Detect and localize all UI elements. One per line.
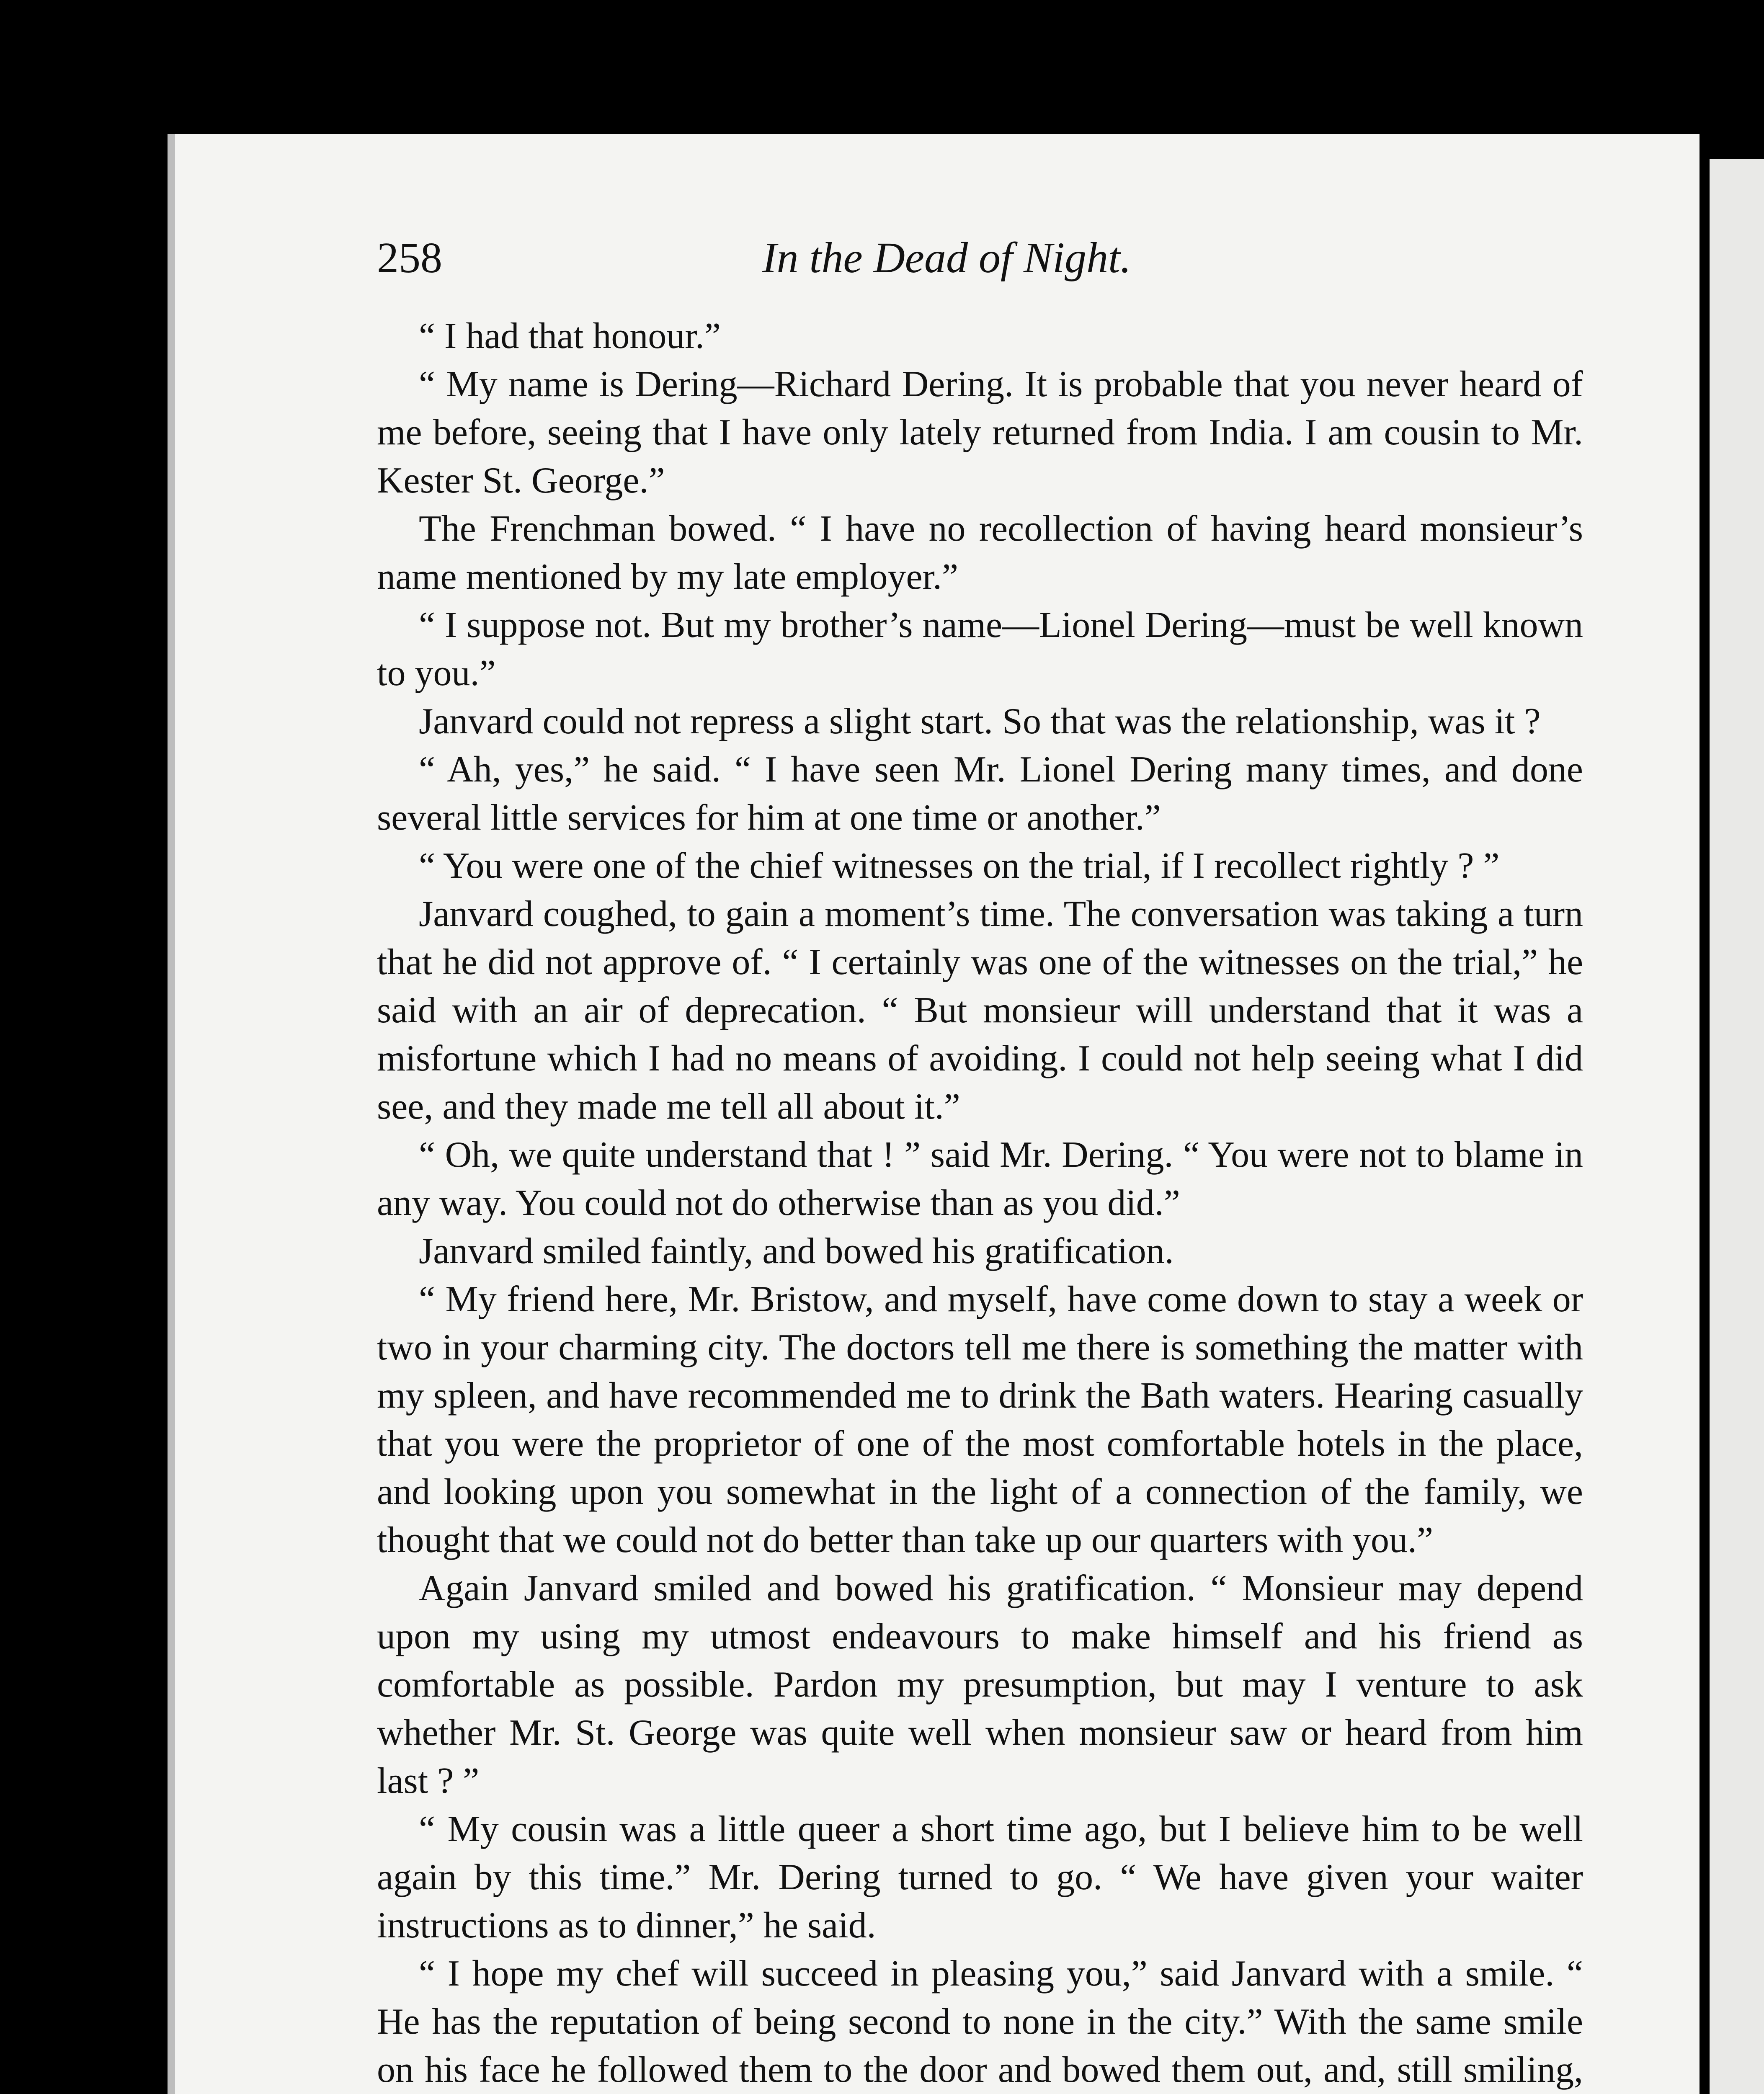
page-number: 258	[377, 234, 442, 282]
page-header	[377, 233, 1591, 291]
paragraph: “ I hope my chef will succeed in pleasing you,” said Janvard with a smile. “ He has the reputation of being second to none in the city.” With the same smile on his face he followed them to the door and bowed them out, and, still smiling,	[377, 1953, 1583, 2090]
paragraph: “ Oh, we quite understand that ! ” said Mr. Dering. “ You were not to blame in any way. You could not do otherwise than as you did.”	[377, 1135, 1583, 1223]
paragraph: The Frenchman bowed. “ I have no recollection of having heard monsieur’s name mentioned by my late employer.”	[377, 508, 1583, 597]
paragraph: “ My friend here, Mr. Bristow, and myself, have come down to stay a week or two in your charming city. The doctors tell me there is something the matter with my spleen, and have recommended me to drink the Bath waters. Hearing casually that you were the proprietor of one of the most comfortable hotels in the place, and looking upon you somewhat in the light of a connection of the family, we thought that we could not do better than take up our quarters with you.”	[377, 1279, 1583, 1560]
paragraph: “ Ah, yes,” he said. “ I have seen Mr. Lionel Dering many times, and done several little services for him at one time or another.”	[377, 749, 1583, 838]
paragraph: “ I suppose not. But my brother’s name—Lionel Dering—must be well known to you.”	[377, 605, 1583, 694]
running-title: In the Dead of Night.	[762, 234, 1132, 282]
paragraph: “ My name is Dering—Richard Dering. It is probable that you never heard of me before, seeing that I have only lately returned from India. I am cousin to Mr. Kester St. George.”	[377, 364, 1583, 501]
paragraph: Again Janvard smiled and bowed his gratification. “ Monsieur may depend upon my using my utmost endeavours to make himself and his friend as comfortable as possible. Pardon my presumption, but may I venture to ask whether Mr. St. George was quite well when monsieur saw or heard from him last ? ”	[377, 1568, 1583, 1801]
paragraph: Janvard could not repress a slight start. So that was the relationship, was it ?	[419, 701, 1541, 742]
paragraph: Janvard smiled faintly, and bowed his gratification.	[419, 1231, 1174, 1271]
facing-page-edge	[1700, 159, 1764, 2094]
body-text	[377, 312, 1583, 2094]
paragraph: “ You were one of the chief witnesses on the trial, if I recollect rightly ? ”	[419, 846, 1500, 886]
paragraph: Janvard coughed, to gain a moment’s time. The conversation was taking a turn that he did not approve of. “ I certainly was one of the witnesses on the trial,” he said with an air of deprecation. “ But monsieur will understand that it was a misfortune which I had no means of avoiding. I could not help seeing what I did see, and they made me tell all about it.”	[377, 894, 1583, 1127]
paragraph: “ My cousin was a little queer a short time ago, but I believe him to be well again by this time.” Mr. Dering turned to go. “ We have given your waiter instructions as to dinner,” he said.	[377, 1809, 1583, 1946]
paragraph: “ I had that honour.”	[419, 316, 721, 356]
